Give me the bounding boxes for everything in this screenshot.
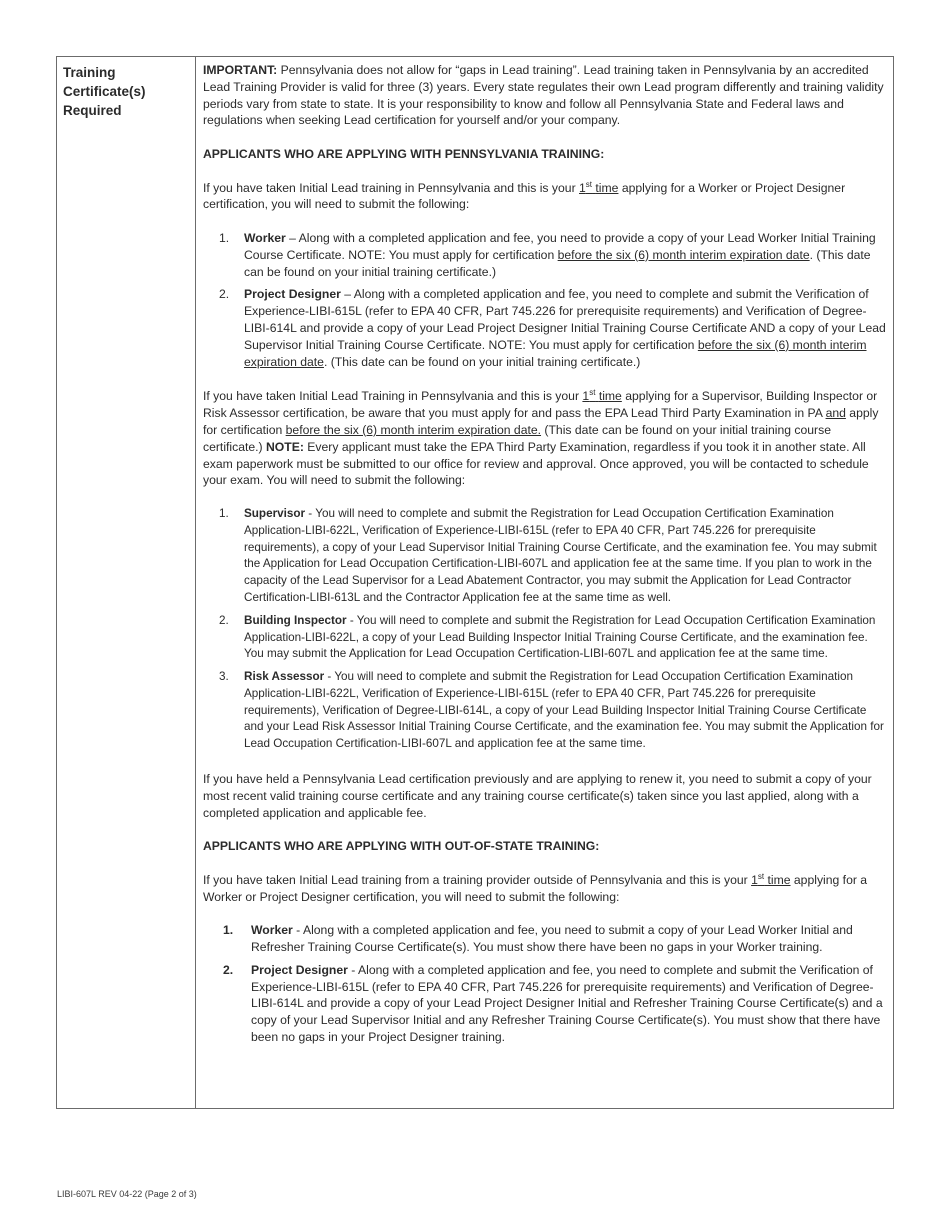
pa-intro-worker-designer: If you have taken Initial Lead training in Pennsylvania and this is your 1st time applying for a Worker or Project Designer certification, you will need to submit the following: xyxy=(203,179,846,212)
section-label: Training Certificate(s) Required xyxy=(63,65,146,118)
list-item: 1. Worker - Along with a completed application and fee, you need to submit a copy of your Lead Worker Initial and Refresher Training Course Certificate(s). You must show there have been no gaps in your Worker training. xyxy=(223,923,853,955)
list-item: 1. Supervisor - You will need to complete and submit the Registration for Lead Occupation Certification Examination Application-LIBI-622L, Verification of Experience-LIBI-615L (refer to EPA 40 CFR, Part 745.226 for prerequisite requirements), a copy of your Lead Supervisor Initial Training Course Certificate, and the examination fee. You may submit the Application for Lead Occupation Certification-LIBI-607L and application fee at the same time. If you plan to work in the capacity of the Lead Supervisor for a Lead Abatement Contractor, you may submit the Application for Lead Contractor Certification-LIBI-613L and the Contractor Application fee at the same time as well. xyxy=(219,506,877,604)
list-item: 2. Project Designer - Along with a completed application and fee, you need to complete and submit the Verification of Experience-LIBI-615L (refer to EPA 40 CFR, Part 745.226 for prerequisite requirements) and Verification of Degree-LIBI-614L and provide a copy of your Lead Project Designer Initial and Refresher Training Course Certificate(s) and a copy of your Lead Supervisor Initial and any Refresher Training Course Certificate(s). You must show that there have been no gaps in your Project Designer training. xyxy=(223,962,883,1045)
oos-intro: If you have taken Initial Lead training from a training provider outside of Pennsylvania and this is your 1st time applying for a Worker or Project Designer certification, you will need to submit the following: xyxy=(203,871,868,904)
oos-list xyxy=(203,922,889,1046)
section-content-cell xyxy=(203,62,889,1052)
important-paragraph: IMPORTANT: Pennsylvania does not allow for “gaps in Lead training”. Lead training taken in Pennsylvania by an accredited Lead Training Provider is valid for three (3) years. Every state regulates their own Lead program differently and training validity periods vary from state to state. It is your responsibility to know and follow all Pennsylvania State and Federal laws and regulations when seeking Lead certification for yourself and/or your company. xyxy=(203,63,884,128)
pa-worker-designer-list xyxy=(203,230,889,370)
list-item: 1. Worker – Along with a completed application and fee, you need to provide a copy of your Lead Worker Initial Training Course Certificate. NOTE: You must apply for certification before the six (6) month interim expiration date. (This date can be found on your initial training certificate.) xyxy=(219,230,876,279)
renewal-paragraph: If you have held a Pennsylvania Lead certification previously and are applying to renew it, you need to submit a copy of your most recent valid training course certificate and any training course certificate(s) taken since you last applied, along with a completed application and applicable fee. xyxy=(203,772,872,820)
section-label-cell xyxy=(57,57,196,1108)
pa-exam-list xyxy=(203,506,889,753)
form-footer: LIBI-607L REV 04-22 (Page 2 of 3) xyxy=(57,1189,197,1199)
list-item: 2. Building Inspector - You will need to complete and submit the Registration for Lead Occupation Certification Examination Application-LIBI-622L, a copy of your Lead Building Inspector Initial Training Course Certificate, and the examination fee. You may submit the Application for Lead Occupation Certification-LIBI-607L and application fee at the same time. xyxy=(219,613,876,661)
pa-training-heading: APPLICANTS WHO ARE APPLYING WITH PENNSYLVANIA TRAINING: xyxy=(203,146,605,161)
important-label: IMPORTANT: xyxy=(203,63,278,77)
list-item: 2. Project Designer – Along with a completed application and fee, you need to complete and submit the Verification of Experience-LIBI-615L (refer to EPA 40 CFR, Part 745.226 for prerequisite requirements) and Verification of Degree-LIBI-614L and provide a copy of your Lead Project Designer Initial Training Course Certificate AND a copy of your Lead Supervisor Initial Training Course Certificate. NOTE: You must apply for certification before the six (6) month interim expiration date. (This date can be found on your initial training certificate.) xyxy=(219,287,886,369)
list-item: 3. Risk Assessor - You will need to complete and submit the Registration for Lead Occupation Certification Examination Application-LIBI-622L, Verification of Experience-LIBI-615L (refer to EPA 40 CFR, Part 745.226 for prerequisite requirements), Verification of Degree-LIBI-614L, a copy of your Lead Building Inspector Initial Training Course Certificate and your Lead Risk Assessor Initial Training Course Certificate, and the examination fee. You may submit the Application for Lead Occupation Certification-LIBI-607L and application fee at the same time. xyxy=(219,670,884,751)
out-of-state-heading: APPLICANTS WHO ARE APPLYING WITH OUT-OF-STATE TRAINING: xyxy=(203,839,600,854)
pa-intro-exam: If you have taken Initial Lead Training in Pennsylvania and this is your 1st time applying for a Supervisor, Building Inspector or Risk Assessor certification, be aware that you must apply for and pass the EPA Lead Third Party Examination in PA and apply for certification before the six (6) month interim expiration date. (This date can be found on your initial training course certificate.) NOTE: Every applicant must take the EPA Third Party Examination, regardless if you took it in another state. All exam paperwork must be submitted to our office for review and approval. Once approved, you will be contacted to schedule your exam. You will need to submit the following: xyxy=(203,388,879,488)
requirements-table xyxy=(56,56,894,1109)
